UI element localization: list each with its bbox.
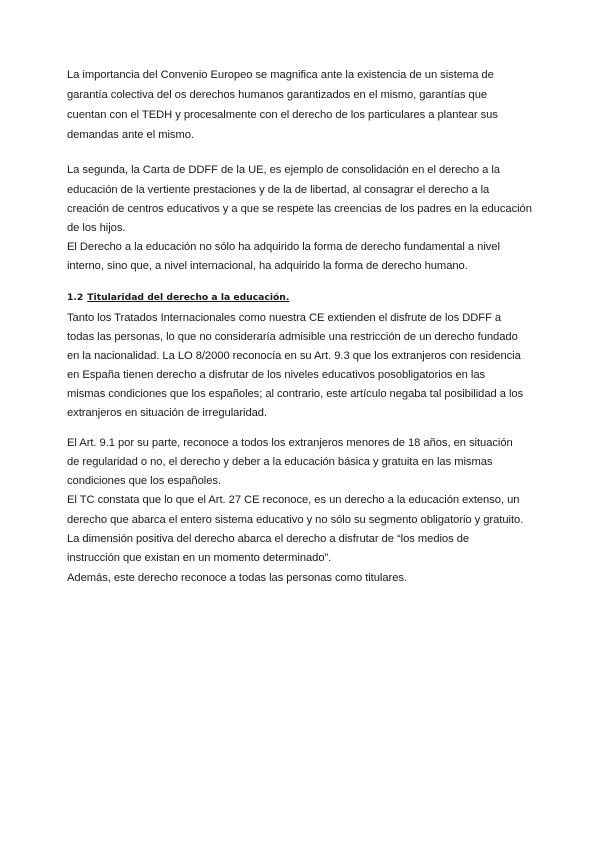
paragraph-3-line: Tanto los Tratados Internacionales como nuestra CE extienden el disfrute de los DDFF a: [67, 312, 502, 324]
paragraph-3-line: en España tienen derecho a disfrutar de los niveles educativos posobligatorios en las: [67, 369, 486, 381]
paragraph-4-line: de regularidad o no, el derecho y deber a la educación básica y gratuita en las mismas: [67, 456, 493, 468]
paragraph-3-line: en la nacionalidad. La LO 8/2000 reconocía en su Art. 9.3 que los extranjeros con residencia: [67, 350, 521, 362]
paragraph-1-line: La importancia del Convenio Europeo se magnifica ante la existencia de un sistema de: [67, 69, 494, 81]
paragraph-3-line: mismas condiciones que los españoles; al contrario, este artículo negaba tal posibilidad a los: [67, 388, 524, 400]
paragraph-4-line: El TC constata que lo que el Art. 27 CE reconoce, es un derecho a la educación extenso, un: [67, 494, 520, 506]
paragraph-1-line: demandas ante el mismo.: [67, 129, 194, 141]
paragraph-2-line: La segunda, la Carta de DDFF de la UE, es ejemplo de consolidación en el derecho a la: [67, 164, 500, 176]
paragraph-1-line: garantía colectiva del os derechos humanos garantizados en el mismo, garantías que: [67, 89, 488, 101]
paragraph-4-line: derecho que abarca el entero sistema educativo y no sólo su segmento obligatorio y gratuito.: [67, 514, 524, 526]
section-title: Titularidad del derecho a la educación.: [87, 292, 290, 303]
paragraph-4-line: Además, este derecho reconoce a todas las personas como titulares.: [67, 572, 407, 584]
paragraph-3-line: extranjeros en situación de irregularidad.: [67, 407, 268, 419]
paragraph-4-line: La dimensión positiva del derecho abarca el derecho a disfrutar de “los medios de: [67, 533, 470, 545]
paragraph-1-line: cuentan con el TEDH y procesalmente con el derecho de los particulares a plantear sus: [67, 109, 498, 121]
paragraph-2-line: interno, sino que, a nivel internacional, ha adquirido la forma de derecho humano.: [67, 260, 468, 272]
paragraph-2-line: creación de centros educativos y a que se respete las creencias de los padres en la educación: [67, 203, 532, 215]
paragraph-4-line: condiciones que los españoles.: [67, 475, 221, 487]
paragraph-2-line: educación de la vertiente prestaciones y de la de libertad, al consagrar el derecho a la: [67, 184, 490, 196]
paragraph-4-line: instrucción que existan en un momento determinado”.: [67, 552, 332, 564]
paragraph-2-line: de los hijos.: [67, 222, 126, 234]
section-heading: [67, 292, 289, 304]
paragraph-4-line: El Art. 9.1 por su parte, reconoce a todos los extranjeros menores de 18 años, en situación: [67, 437, 513, 449]
paragraph-3-line: todas las personas, lo que no consideraría admisible una restricción de un derecho fundado: [67, 331, 518, 343]
section-number: 1.2: [67, 292, 84, 303]
paragraph-2-line: El Derecho a la educación no sólo ha adquirido la forma de derecho fundamental a nivel: [67, 241, 500, 253]
